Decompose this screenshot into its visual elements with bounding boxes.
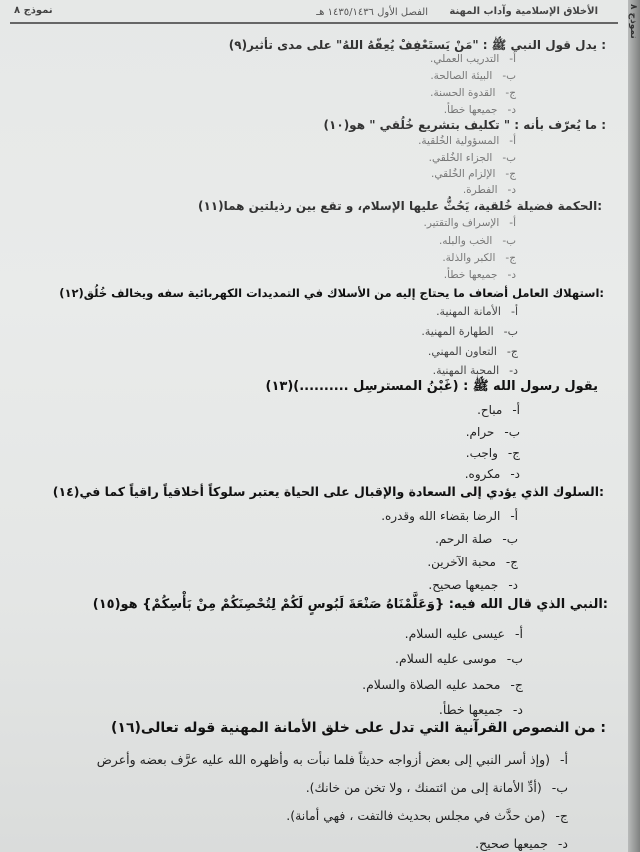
option-d: د-جميعها خطأ. [443, 104, 516, 116]
question-text: ما يُعرّف بأنه : " تكليف بتشريع خُلُقي " هو : [349, 118, 606, 132]
option-b: ب-صلة الرحم. [435, 532, 518, 546]
question-number: (١٢) [59, 286, 84, 300]
option-c: ج-الإلزام الخُلقي. [430, 168, 516, 180]
question-text: الحكمة فضيلة خُلقية، يَحُثُّ عليها الإسلام، و تقع بين رذيلتين هما: [223, 199, 602, 213]
option-c: ج-القدوة الحسنة. [430, 87, 516, 99]
question-number: (١٣) [265, 379, 294, 394]
next-page-edge [628, 0, 640, 852]
option-c: ج-(من حدَّث في مجلس بحديث فالتفت ، فهي أمانة). [286, 808, 568, 823]
question-text: السلوك الذي يؤدي إلى السعادة والإقبال على الحياة يعتبر سلوكاً أخلاقياً راقياً كما في: [79, 484, 604, 499]
page-header [0, 0, 628, 26]
option-d: د-جميعها خطأ. [438, 702, 523, 717]
option-c: ج-التعاون المهني. [427, 345, 518, 358]
question-number: (١٤) [52, 484, 80, 499]
question-number: (١٠) [323, 118, 350, 132]
option-b: ب-(أدِّ الأمانة إلى من ائتمنك ، ولا تخن من خانك). [305, 780, 568, 795]
header-term: الفصل الأول ١٤٣٥/١٤٣٦ هـ [316, 7, 428, 18]
question-number: (٩) [228, 38, 248, 52]
question-text: من النصوص القرآنية التي تدل على خلق الأمانة المهنية قوله تعالى : [140, 720, 606, 736]
option-a: أ-التدريب العملي. [430, 53, 516, 65]
header-subject: الأخلاق الإسلامية وآداب المهنة [449, 6, 598, 17]
option-a: أ-الرضا بقضاء الله وقدره. [381, 509, 518, 523]
option-c: ج-الكبر والذلة. [442, 252, 516, 264]
option-d: د-جميعها خطأ. [443, 269, 516, 281]
question-number: (١٥) [92, 597, 121, 612]
option-c: ج-محمد عليه الصلاة والسلام. [362, 677, 523, 692]
option-d: د-جميعها صحيح. [475, 836, 568, 851]
question-text: النبي الذي قال الله فيه: {وَعَلَّمْنَاهُ صَنْعَةَ لَبُوسٍ لَكُمْ لِتُحْصِنَكُمْ مِنْ بَأْسِكُمْ} هو: [120, 597, 608, 612]
option-a: أ-الإسراف والتقتير. [423, 217, 516, 229]
option-b: ب-حرام. [465, 425, 520, 439]
option-b: ب-البيئة الصالحة. [430, 70, 516, 82]
option-d: د-مكروه. [464, 467, 520, 481]
question-text: يدل قول النبي ﷺ : "مَنْ يَستَعْفِفْ يُعِفّهُ اللهُ" على مدى تأثير : [247, 38, 606, 52]
option-a: أ-مباح. [477, 403, 520, 417]
option-a: أ-الأمانة المهنية. [436, 305, 518, 318]
option-b: ب-الخب والبله. [438, 235, 516, 247]
question-number: (١٦) [111, 720, 141, 736]
question-number: (١١) [198, 199, 224, 213]
question-text: يقول رسول الله ﷺ : (غَبْنُ المسترسِل ..........) [293, 379, 598, 394]
next-page-model-label: نموذج ٨ [628, 4, 638, 39]
option-a: أ-المسؤولية الخُلقية. [418, 135, 516, 147]
option-b: ب-موسى عليه السلام. [395, 651, 523, 666]
option-c: ج-واجب. [465, 446, 520, 460]
header-rule [10, 22, 618, 24]
option-d: د-المحبة المهنية. [432, 364, 518, 377]
option-a: أ-(وإذ أسر النبي إلى بعض أزواجه حديثاً فلما نبأت به وأظهره الله عليه عرَّف بعضه وأعرض [96, 752, 568, 767]
question-text: استهلاك العامل أضعاف ما يحتاج إليه من الأسلاك في التمديدات الكهربائية سفه ويخالف خُلُق: [83, 286, 604, 300]
option-b: ب-الطهارة المهنية. [421, 325, 518, 338]
option-c: ج-محبة الآخرين. [427, 555, 518, 569]
option-a: أ-عيسى عليه السلام. [404, 626, 523, 641]
option-d: د-الفطرة. [462, 184, 516, 196]
option-b: ب-الجزاء الخُلقي. [428, 152, 516, 164]
header-model-label: نموذج ٨ [14, 5, 53, 16]
option-d: د-جميعها صحيح. [428, 578, 518, 592]
